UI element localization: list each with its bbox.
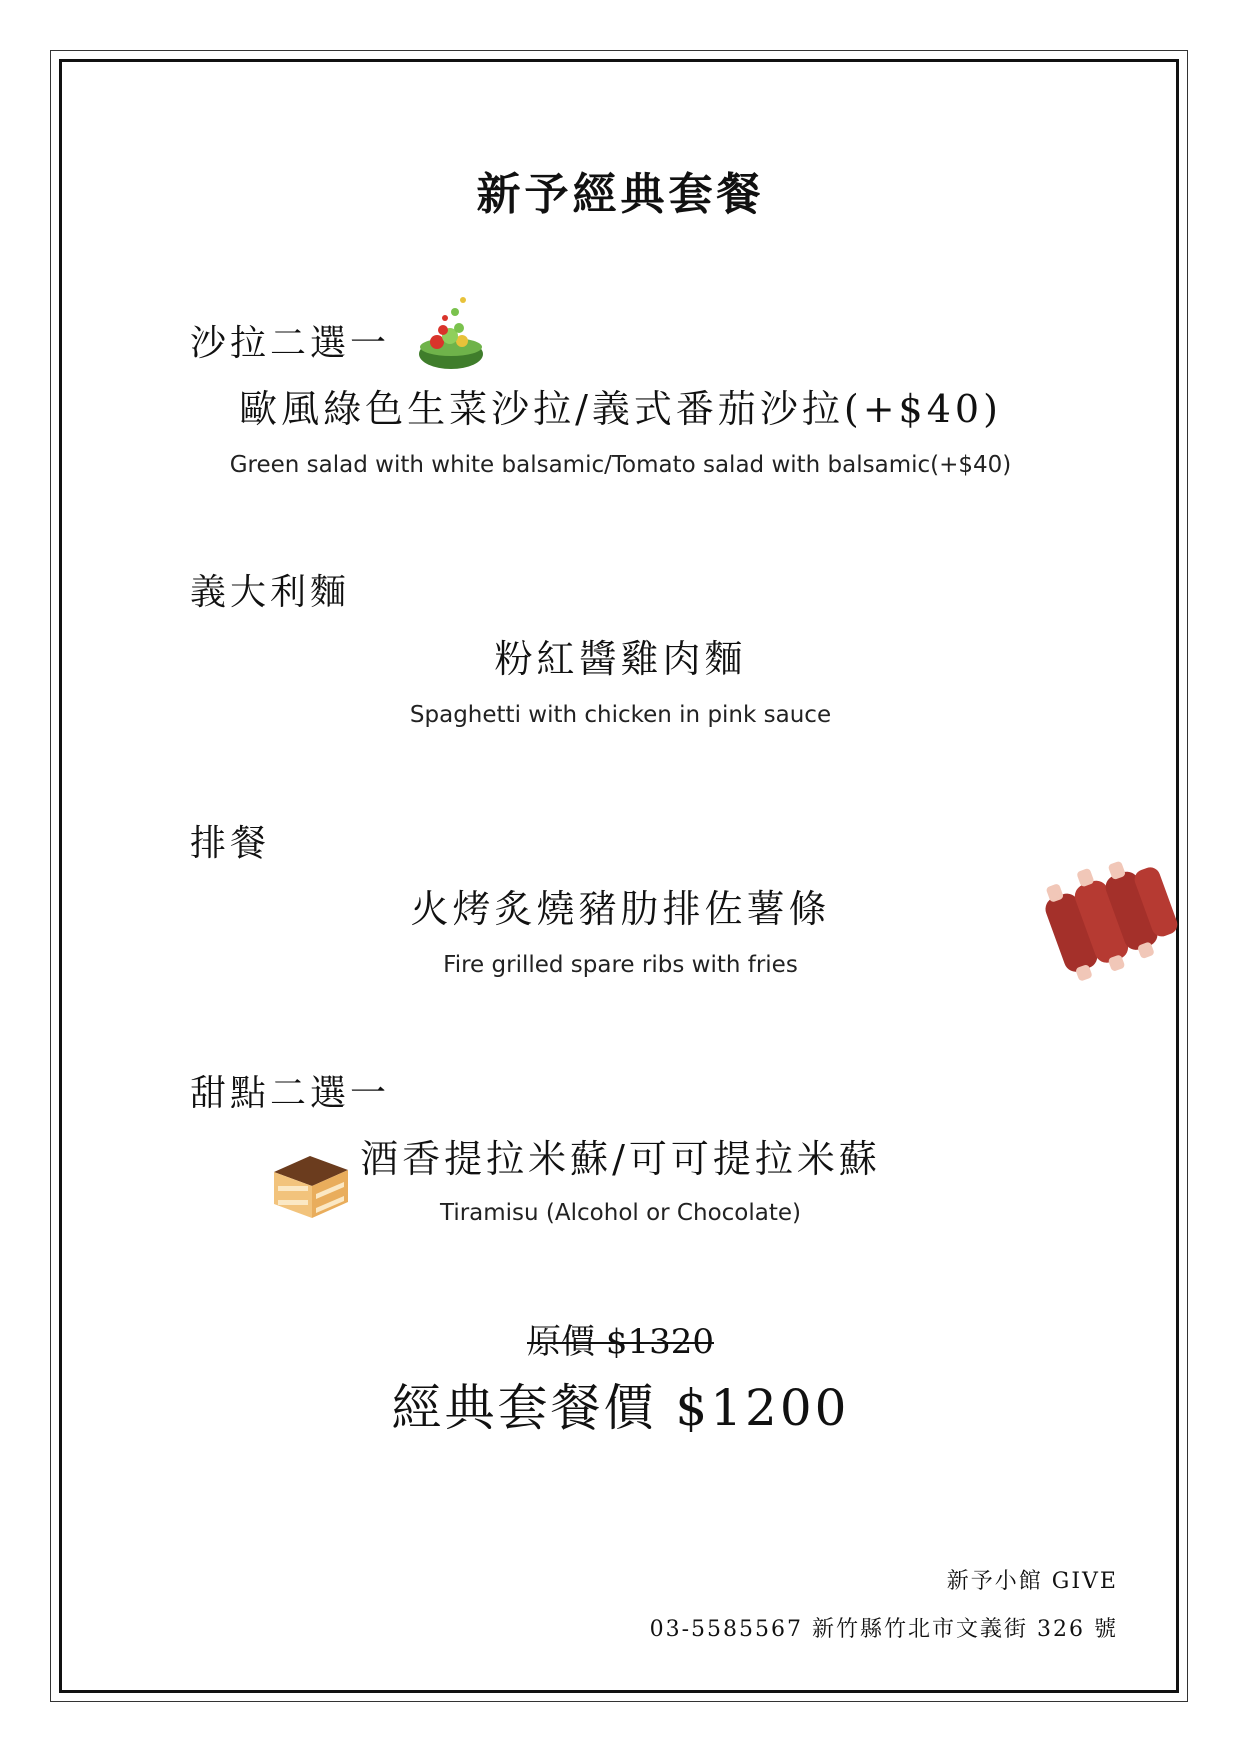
menu-title: 新予經典套餐 (476, 169, 765, 220)
original-price (0, 1314, 1241, 1363)
section-heading-main: 排餐 (190, 823, 271, 864)
dish-salad: 歐風綠色生菜沙拉/義式番茄沙拉(+$40) (239, 387, 1002, 431)
section-heading-pasta: 義大利麵 (190, 572, 351, 613)
dish-salad-english: Green salad with white balsamic/Tomato salad with balsamic(+$40) (229, 452, 1012, 478)
salad-bowl-icon (415, 292, 487, 374)
inner-border (59, 59, 1179, 1693)
dish-dessert-english: Tiramisu (Alcohol or Chocolate) (439, 1200, 801, 1226)
set-price: 經典套餐價 $1200 (391, 1379, 850, 1437)
dish-dessert: 酒香提拉米蘇/可可提拉米蘇 (360, 1137, 881, 1181)
original-price-text: 原價 $1320 (527, 1322, 714, 1362)
section-heading-dessert: 甜點二選一 (190, 1073, 391, 1114)
restaurant-contact: 03-5585567 新竹縣竹北市文義街 326 號 (649, 1617, 1118, 1642)
dish-main-english: Fire grilled spare ribs with fries (443, 952, 798, 978)
section-heading-salad: 沙拉二選一 (190, 323, 391, 364)
dish-pasta-english: Spaghetti with chicken in pink sauce (409, 702, 832, 728)
dish-pasta: 粉紅醬雞肉麵 (494, 637, 747, 681)
tiramisu-icon (270, 1150, 352, 1222)
spare-ribs-icon (1038, 850, 1180, 988)
dish-main: 火烤炙燒豬肋排佐薯條 (410, 887, 831, 931)
restaurant-name: 新予小館 GIVE (946, 1569, 1118, 1594)
